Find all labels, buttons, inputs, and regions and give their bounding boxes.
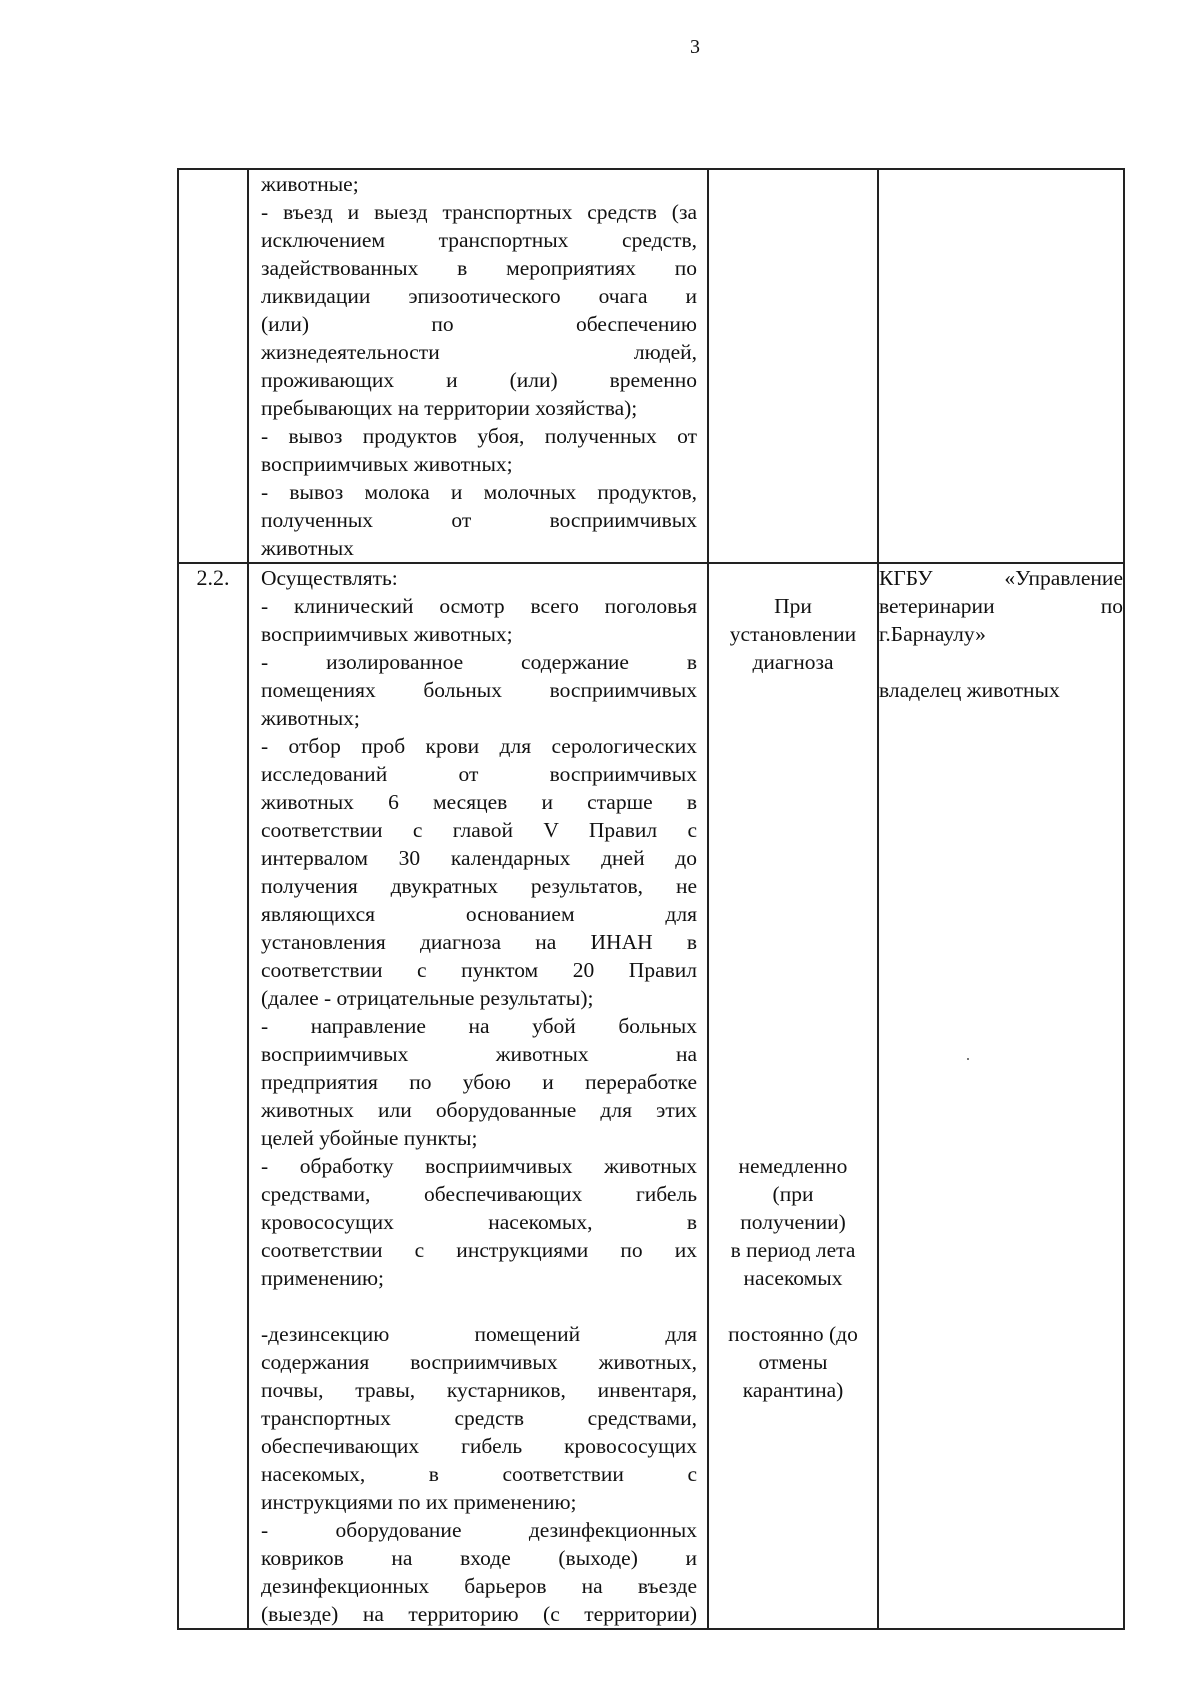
text-line: отмены [758, 1350, 828, 1374]
text-line: применению; [261, 1266, 385, 1290]
text-line: исключением транспортных средств, [261, 228, 697, 252]
text-line: восприимчивых животных; [261, 622, 513, 646]
text-line: транспортных средств средствами, [261, 1406, 697, 1430]
text-line: интервалом 30 календарных дней до [261, 846, 697, 870]
text-line: ликвидации эпизоотического очага и [261, 284, 697, 308]
text-line: КГБУ «Управление [879, 566, 1123, 590]
text-line: насекомых, в соответствии с [261, 1462, 697, 1486]
text-line: животных или оборудованные для этих [261, 1098, 697, 1122]
text-line: - вывоз молока и молочных продуктов, [261, 480, 697, 504]
text-line: кровососущих насекомых, в [261, 1210, 697, 1234]
text-line: животные; [261, 172, 359, 196]
text-line: дезинфекционных барьеров на въезде [261, 1574, 697, 1598]
measure-description [248, 563, 708, 1629]
item-number [178, 169, 248, 563]
text-line: - клинический осмотр всего поголовья [261, 594, 697, 618]
text-line [879, 648, 1123, 676]
responsible-party [878, 563, 1124, 1629]
text-line: обеспечивающих гибель кровососущих [261, 1434, 697, 1458]
item-number: 2.2. [178, 563, 248, 1629]
text-line: насекомых [743, 1266, 843, 1290]
text-line: немедленно [738, 1154, 848, 1178]
table-row [178, 563, 1124, 1629]
text-line: пребывающих на территории хозяйства); [261, 396, 638, 420]
text-line: владелец животных [879, 678, 1060, 702]
text-line [261, 1292, 697, 1320]
text-line: получения двукратных результатов, не [261, 874, 697, 898]
text-line: животных [261, 536, 354, 560]
text-line: - обработку восприимчивых животных [261, 1154, 697, 1178]
text-line [709, 1040, 877, 1068]
text-line: ковриков на входе (выходе) и [261, 1546, 697, 1570]
text-line: установления диагноза на ИНАН в [261, 930, 697, 954]
text-line: соответствии с главой V Правил с [261, 818, 697, 842]
text-line: задействованных в мероприятиях по [261, 256, 697, 280]
text-line: восприимчивых животных; [261, 452, 513, 476]
text-line: целей убойные пункты; [261, 1126, 478, 1150]
text-line: животных 6 месяцев и старше в [261, 790, 697, 814]
text-line: -дезинсекцию помещений для [261, 1322, 697, 1346]
text-line: помещениях больных восприимчивых [261, 678, 697, 702]
text-line: - отбор проб крови для серологических [261, 734, 697, 758]
text-line: (далее - отрицательные результаты); [261, 986, 594, 1010]
text-line [709, 900, 877, 928]
text-line: карантина) [742, 1378, 844, 1402]
text-line [709, 956, 877, 984]
text-line: - вывоз продуктов убоя, полученных от [261, 424, 697, 448]
text-line [709, 1292, 877, 1320]
text-line [709, 844, 877, 872]
text-line: жизнедеятельности людей, [261, 340, 697, 364]
text-line: г.Барнаулу» [879, 622, 986, 646]
text-line: - направление на убой больных [261, 1014, 697, 1038]
text-line [709, 564, 877, 592]
text-line: восприимчивых животных на [261, 1042, 697, 1066]
text-line: получении) [740, 1210, 846, 1234]
measure-description [248, 169, 708, 563]
text-line [709, 788, 877, 816]
responsible-party [878, 169, 1124, 563]
page-number: 3 [690, 36, 700, 58]
text-line [709, 816, 877, 844]
text-line: исследований от восприимчивых [261, 762, 697, 786]
text-line: являющихся основанием для [261, 902, 697, 926]
text-line: постоянно (до [728, 1322, 858, 1346]
text-line: проживающих и (или) временно [261, 368, 697, 392]
text-line: (или) по обеспечению [261, 312, 697, 336]
text-line [709, 928, 877, 956]
text-line: Осуществлять: [261, 566, 398, 590]
text-line [709, 760, 877, 788]
text-line: - изолированное содержание в [261, 650, 697, 674]
text-line [709, 1124, 877, 1152]
text-line: ветеринарии по [879, 594, 1123, 618]
text-line: в период лета [730, 1238, 856, 1262]
text-line: соответствии с пунктом 20 Правил [261, 958, 697, 982]
text-line: диагноза [752, 650, 834, 674]
text-line [709, 732, 877, 760]
table-row [178, 169, 1124, 563]
text-line [709, 676, 877, 704]
text-line [709, 704, 877, 732]
text-line: средствами, обеспечивающих гибель [261, 1182, 697, 1206]
text-line: При [774, 594, 812, 618]
text-line: содержания восприимчивых животных, [261, 1350, 697, 1374]
text-line: - оборудование дезинфекционных [261, 1518, 697, 1542]
measures-table [177, 168, 1125, 1630]
text-line [709, 1096, 877, 1124]
deadline [708, 563, 878, 1629]
text-line [709, 984, 877, 1012]
text-line [709, 1068, 877, 1096]
text-line: предприятия по убою и переработке [261, 1070, 697, 1094]
text-line: установлении [729, 622, 857, 646]
text-line: почвы, травы, кустарников, инвентаря, [261, 1378, 697, 1402]
deadline [708, 169, 878, 563]
text-line: полученных от восприимчивых [261, 508, 697, 532]
text-line: соответствии с инструкциями по их [261, 1238, 697, 1262]
text-line: (при [772, 1182, 814, 1206]
text-line: - въезд и выезд транспортных средств (за [261, 200, 697, 224]
text-line: (выезде) на территорию (с территории) [261, 1602, 697, 1626]
text-line [709, 872, 877, 900]
text-line [709, 1012, 877, 1040]
scan-speck [967, 1058, 969, 1060]
text-line: инструкциями по их применению; [261, 1490, 577, 1514]
text-line: животных; [261, 706, 360, 730]
